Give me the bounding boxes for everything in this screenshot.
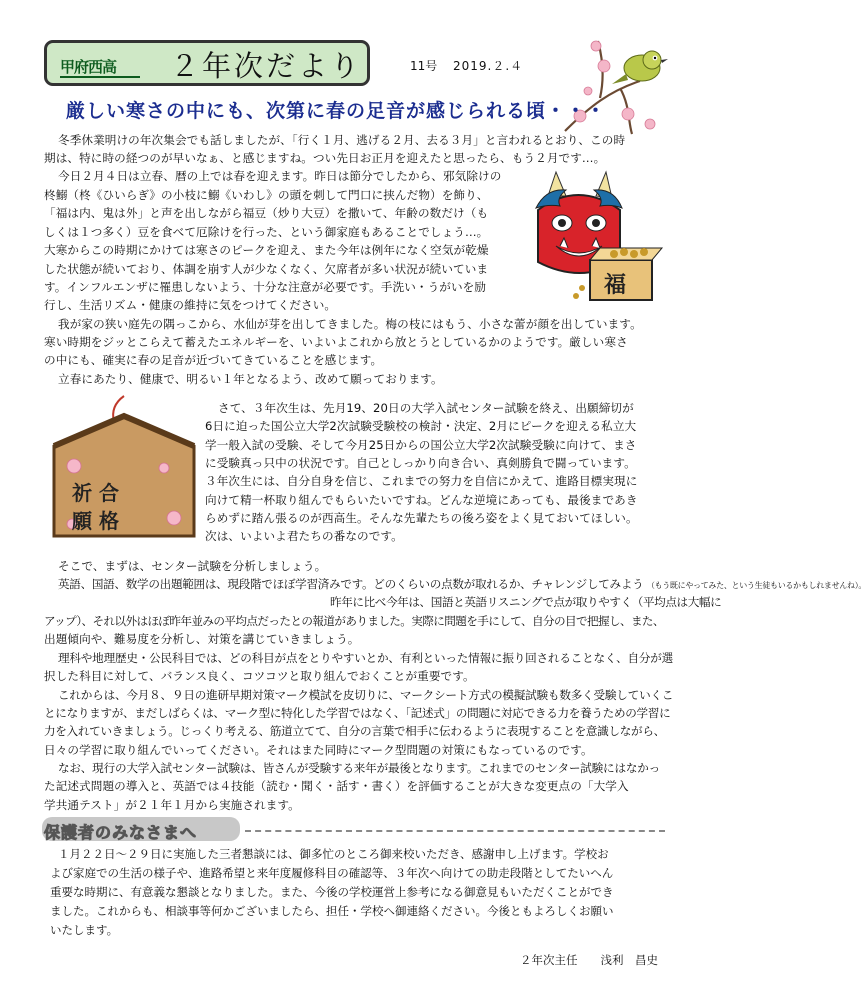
para1-line: 「福は内、鬼は外」と声を出しながら福豆（炒り大豆）を撒いて、年齢の数だけ（も [44, 206, 489, 220]
para1-line: す。インフルエンザに罹患しないよう、十分な注意が必要です。手洗い・うがいを励 [44, 280, 487, 294]
para1-line: 今日２月４日は立春、暦の上では春を迎えます。昨日は節分でしたから、邪気除けの [58, 169, 502, 183]
para2-line: 向けて精一杯取り組んでもらいたいですね。どんな逆境にあっても、最後まであき [205, 493, 638, 507]
para1-line: した状態が続いており、体調を崩す人が少なくなく、欠席者が多い状況が続いていま [44, 262, 489, 276]
para3-line: た記述式問題の導入と、英語では４技能（読む・聞く・話す・書く）を評価することが大きな変更点の「大学入 [44, 779, 629, 793]
para3-line: 択した科目に対して、バランス良く、コツコツと取り組んでおくことが重要です。 [44, 669, 475, 683]
ema-text-row2: 願 格 [72, 509, 119, 533]
para1-line: 行し、生活リズム・健康の維持に気をつけてください。 [44, 298, 337, 312]
para2-line: さて、３年次生は、先月19、20日の大学入試センター試験を終え、出願締切が [218, 401, 634, 415]
para1-line: 冬季休業明けの年次集会でも話しましたが、「行く１月、逃げる２月、去る３月」と言われるとおり、この時 [58, 133, 626, 147]
letter-line: ました。これからも、相談事等何かございましたら、担任・学校へ御連絡ください。今後ともよろしくお願い [50, 904, 614, 918]
para3-line: 昨年に比べ今年は、国語と英語リスニングで点が取りやすく（平均点は大幅に [330, 595, 722, 609]
headline: 厳しい寒さの中にも、次第に春の足音が感じられる頃・・・ [66, 100, 607, 122]
para1-line: 我が家の狭い庭先の隅っこから、水仙が芽を出してきました。梅の枝にはもう、小さな蕾が顔を出しています。 [58, 317, 642, 331]
oni-mask-masu-illustration [530, 168, 665, 308]
school-name: 甲府西高 [60, 58, 117, 76]
para3-line: 英語、国語、数学の出題範囲は、現段階でほぼ学習済みです。どのくらいの点数が取れるか、チャレンジしてみよう （もう既にやってみた、という生徒もいるかもしれませんね）。 [58, 577, 866, 591]
para2-line: ３年次生には、自分自身を信じ、これまでの努力を自信にかえて、進路目標実現に [205, 474, 638, 488]
letter-line: １月２２日～２９日に実施した三者懇談には、御多忙のところ御来校いただき、感謝申し上げます。学校お [58, 847, 609, 861]
para1-line: 柊鰯（柊《ひいらぎ》の小枝に鰯《いわし》の頭を刺して門口に挟んだ物）を飾り、 [44, 188, 489, 202]
para1-line: 大寒からこの時期にかけては寒さのピークを迎え、また今年は例年になく空気が乾燥 [44, 243, 489, 257]
school-underline [60, 76, 140, 78]
signature: ２年次主任 浅利 昌史 [520, 953, 658, 967]
ema-text-row1: 祈 合 [72, 481, 119, 505]
letter-line: 重要な時期に、有意義な懇談となりました。また、今後の学校運営上参考になる御意見もいただくことができ [50, 885, 614, 899]
para3-line: そこで、まずは、センター試験を分析しましょう。 [58, 559, 327, 573]
letter-line: よび家庭での生活の様子や、進路希望と来年度履修科目の確認等、３年次へ向けての助走段階としてたいへん [50, 866, 614, 880]
para1-line: 寒い時期をジッとこらえて蓄えたエネルギーを、いよいよこれから放とうとしているかのようです。厳しい寒さ [44, 335, 628, 349]
masu-label: 福 [604, 273, 627, 298]
para2-line: らめずに踏ん張るのが西高生。そんな先輩たちの後ろ姿をよく見ておいてほしい。 [205, 511, 638, 525]
para3-line: 出題傾向や、難易度を分析し、対策を講じていきましょう。 [44, 632, 360, 646]
para1-line: の中にも、確実に春の足音が近づいてきていることを感じます。 [44, 353, 383, 367]
letter-line: いたします。 [50, 923, 119, 937]
para2-line: 次は、いよいよ君たちの番なのです。 [205, 529, 403, 543]
para1-line: 立春にあたり、健康で、明るい１年となるよう、改めて願っております。 [58, 372, 443, 386]
issue-number: 11号 [410, 59, 438, 73]
para2-line: に受験真っ只中の状況です。自己としっかり向き合い、真剣勝負で闘っています。 [205, 456, 636, 470]
para3-line: 学共通テスト」が２１年１月から実施されます。 [44, 798, 300, 812]
issue-date: 2019.２.４ [453, 59, 524, 73]
para2-line: 学一般入試の受験、そして今月25日からの国公立大学2次試験受験に向けて、まさ [205, 438, 637, 452]
para2-line: 6日に迫った国公立大学2次試験受験校の検討・決定、2月にピークを迎える私立大 [205, 419, 637, 433]
ema-votive-plaque-illustration [44, 388, 204, 548]
para3-line: 日々の学習に取り組んでいってください。それはまた同時にマーク型問題の対策にもなっているのです。 [44, 743, 593, 757]
para3-line: 理科や地理歴史・公民科目では、どの科目が点をとりやすいとか、有利といった情報に振り回されることなく、自分が選 [58, 651, 674, 665]
para1-line: しくは１つ多く）豆を食べて厄除けを行った、という御家庭もあることでしょう…。 [44, 225, 489, 239]
para3-line: 力を入れていきましょう。じっくり考える、筋道立てて、自分の言葉で相手に伝わるように表現することを意識しながら、 [44, 724, 665, 738]
para1-line: 期は、特に時の経つのが早いなぁ、と感じますね。つい先日お正月を迎えたと思ったら、もう２月です…。 [44, 151, 606, 165]
para3-line: アップ）、それ以外はほぼ昨年並みの平均点だったとの報道がありました。実際に問題を手にして、自分の目で把握し、また、 [44, 614, 664, 628]
section-dashed-rule [245, 830, 665, 832]
para3-line: とになりますが、まだしばらくは、マーク型に特化した学習ではなく、「記述式」の問題に対応できる力を養うための学習に [44, 706, 671, 720]
para3-line: これからは、今月８、９日の進研早期対策マーク模試を皮切りに、マークシート方式の模擬試験も数多く受験していくこ [58, 688, 674, 702]
para3-line [44, 593, 46, 613]
section-heading-parents: 保護者のみなさまへ [44, 823, 198, 842]
para3-line: なお、現行の大学入試センター試験は、皆さんが受験する来年が最後となります。これまでのセンター試験にはなかっ [58, 761, 661, 775]
newsletter-title: ２年次だより [170, 49, 363, 83]
